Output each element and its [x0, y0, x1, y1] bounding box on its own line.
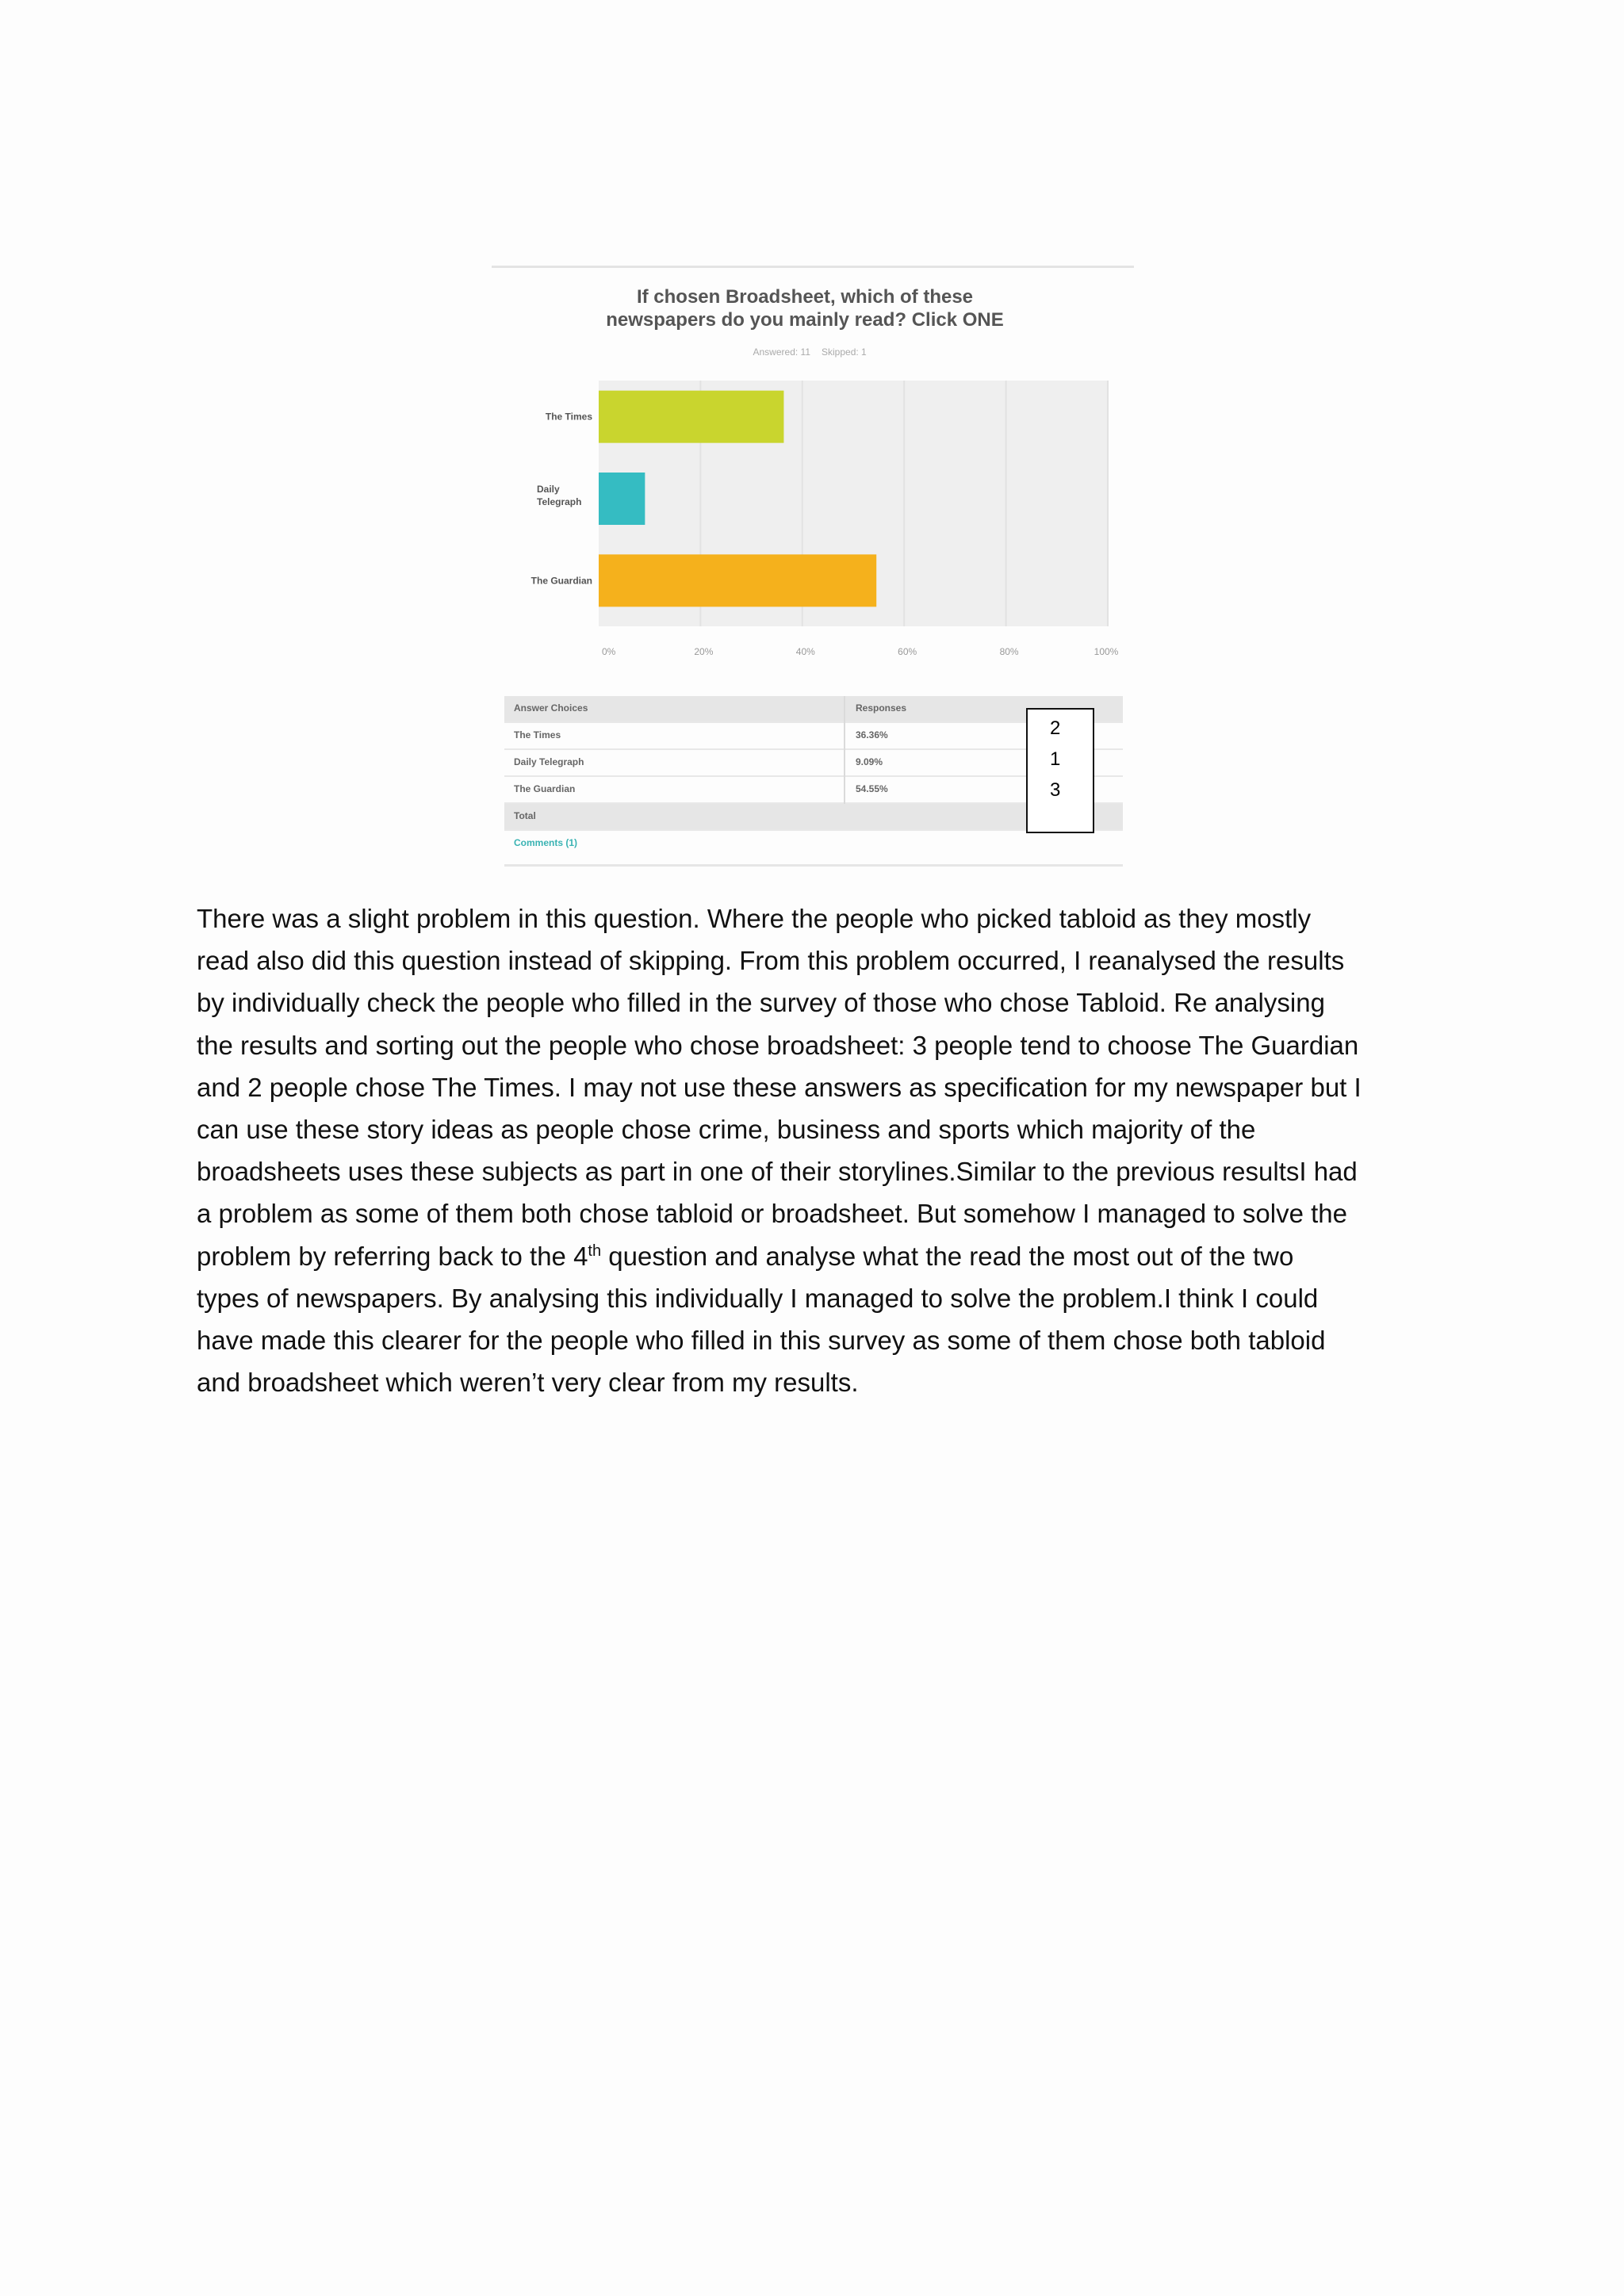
x-tick-label: 80% — [999, 646, 1019, 657]
x-tick-label: 100% — [1094, 646, 1119, 657]
total-label: Total — [514, 810, 536, 821]
table-bottom-rule — [504, 864, 1123, 867]
count-guardian: 3 — [1050, 779, 1061, 801]
bar-the-times — [599, 391, 783, 443]
category-label-line: Telegraph — [537, 496, 582, 507]
bar-the-guardian — [599, 554, 876, 607]
header-answer-choices: Answer Choices — [514, 702, 588, 714]
chart-title-line-2: newspapers do you mainly read? Click ONE — [606, 309, 1004, 331]
paragraph-line: broadsheets uses these subjects as part in one of their storylines.Similar to the previous resultsI had — [197, 1157, 1358, 1187]
row-response: 54.55% — [856, 783, 888, 794]
count-times: 2 — [1050, 718, 1061, 739]
row-choice: Daily Telegraph — [514, 756, 584, 767]
ordinal-superscript: th — [588, 1242, 602, 1260]
analysis-paragraph — [197, 897, 1434, 1403]
header-responses: Responses — [856, 702, 907, 714]
paragraph-line: types of newspapers. By analysing this individually I managed to solve the problem.I think I could — [197, 1283, 1319, 1313]
line-text-after: question and analyse what the read the most out of the two — [601, 1241, 1294, 1271]
paragraph-line: a problem as some of them both chose tabloid or broadsheet. But somehow I managed to solve the — [197, 1199, 1348, 1229]
paragraph-line: have made this clearer for the people who filled in this survey as some of them chose both tabloid — [197, 1325, 1326, 1355]
x-tick-label: 0% — [602, 646, 616, 657]
category-label — [537, 484, 581, 507]
category-label: The Times — [545, 411, 592, 423]
paragraph-line: the results and sorting out the people who chose broadsheet: 3 people tend to choose The Guardian — [197, 1030, 1359, 1060]
chart-skipped: Skipped: 1 — [822, 346, 867, 358]
count-telegraph: 1 — [1050, 748, 1061, 770]
x-tick-label: 40% — [795, 646, 815, 657]
chart-title-line-1: If chosen Broadsheet, which of these — [636, 286, 974, 308]
paragraph-line: There was a slight problem in this question. Where the people who picked tabloid as they mostly — [197, 904, 1312, 933]
x-tick-label: 60% — [898, 646, 917, 657]
table-column-divider — [844, 696, 845, 804]
bar-chart — [492, 262, 1134, 690]
row-response: 9.09% — [856, 756, 883, 767]
bar-daily-telegraph — [599, 473, 645, 525]
paragraph-line: can use these story ideas as people chose crime, business and sports which majority of the — [197, 1114, 1256, 1144]
x-tick-label: 20% — [694, 646, 714, 657]
response-count-box — [1026, 708, 1094, 833]
paragraph-line: read also did this question instead of skipping. From this problem occurred, I reanalysed the results — [197, 946, 1345, 976]
category-label-line: Daily — [537, 484, 560, 495]
paragraph-line: and broadsheet which weren’t very clear from my results. — [197, 1368, 859, 1398]
line-text-before: problem by referring back to the 4 — [197, 1241, 588, 1271]
paragraph-line: and 2 people chose The Times. I may not use these answers as specification for my newspaper but I — [197, 1072, 1362, 1102]
chart-answered: Answered: 11 — [753, 346, 810, 358]
category-label: The Guardian — [530, 575, 592, 587]
paragraph-line-with-superscript — [197, 1235, 1434, 1277]
row-choice: The Times — [514, 729, 561, 740]
comments-link[interactable]: Comments (1) — [514, 837, 578, 848]
paragraph-line: by individually check the people who filled in the survey of those who chose Tabloid. Re analysing — [197, 988, 1325, 1018]
row-choice: The Guardian — [514, 783, 576, 794]
row-response: 36.36% — [856, 729, 888, 740]
